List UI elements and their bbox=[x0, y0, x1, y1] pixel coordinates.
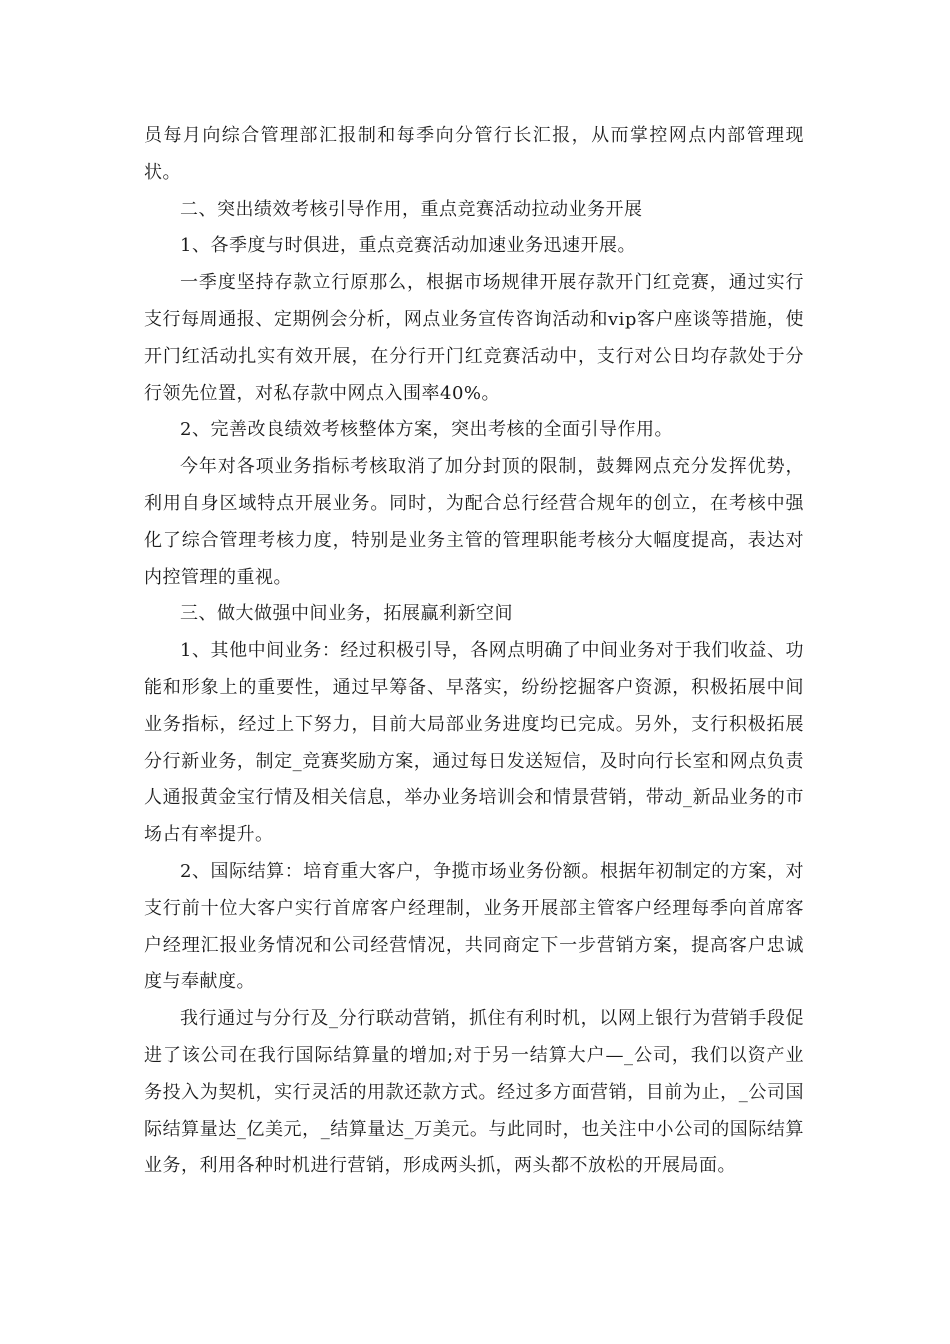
section-heading-2: 二、突出绩效考核引导作用，重点竞赛活动拉动业务开展 bbox=[180, 198, 643, 220]
paragraph: 我行通过与分行及_分行联动营销，抓住有利时机，以网上银行为营销手段促进了该公司在我行国际结算量的增加;对于另一结算大户—_公司，我们以资产业务投入为契机，实行灵活的用款还款方式。经过多方面营销，目前为止，_公司国际结算量达_亿美元，_结算量达_万美元。与此同时，也关注中小公司的国际结算业务，利用各种时机进行营销，形成两头抓，两头都不放松的开展局面。 bbox=[144, 1008, 804, 1177]
paragraph: 2、国际结算：培育重大客户，争揽市场业务份额。根据年初制定的方案，对支行前十位大客户实行首席客户经理制，业务开展部主管客户经理每季向首席客户经理汇报业务情况和公司经营情况，共同商定下一步营销方案，提高客户忠诚度与奉献度。 bbox=[144, 860, 804, 993]
subheading-2-2: 2、完善改良绩效考核整体方案，突出考核的全面引导作用。 bbox=[180, 419, 673, 441]
paragraph: 一季度坚持存款立行原那么，根据市场规律开展存款开门红竞赛，通过实行支行每周通报、定期例会分析，网点业务宣传咨询活动和vip客户座谈等措施，使开门红活动扎实有效开展，在分行开门红竞赛活动中，支行对公日均存款处于分行领先位置，对私存款中网点入围率40%。 bbox=[144, 272, 804, 404]
document-body bbox=[144, 118, 804, 1185]
paragraph-continuation: 员每月向综合管理部汇报制和每季向分管行长汇报，从而掌控网点内部管理现状。 bbox=[144, 125, 804, 183]
subheading-2-1: 1、各季度与时俱进，重点竞赛活动加速业务迅速开展。 bbox=[180, 235, 636, 257]
paragraph: 今年对各项业务指标考核取消了加分封顶的限制，鼓舞网点充分发挥优势，利用自身区域特点开展业务。同时，为配合总行经营合规年的创立，在考核中强化了综合管理考核力度，特别是业务主管的管理职能考核分大幅度提高，表达对内控管理的重视。 bbox=[144, 456, 804, 588]
paragraph: 1、其他中间业务：经过积极引导，各网点明确了中间业务对于我们收益、功能和形象上的重要性，通过早筹备、早落实，纷纷挖掘客户资源，积极拓展中间业务指标，经过上下努力，目前大局部业务进度均已完成。另外，支行积极拓展分行新业务，制定_竞赛奖励方案，通过每日发送短信，及时向行长室和网点负责人通报黄金宝行情及相关信息，举办业务培训会和情景营销，带动_新品业务的市场占有率提升。 bbox=[144, 640, 804, 846]
section-heading-3: 三、做大做强中间业务，拓展赢利新空间 bbox=[180, 603, 513, 625]
